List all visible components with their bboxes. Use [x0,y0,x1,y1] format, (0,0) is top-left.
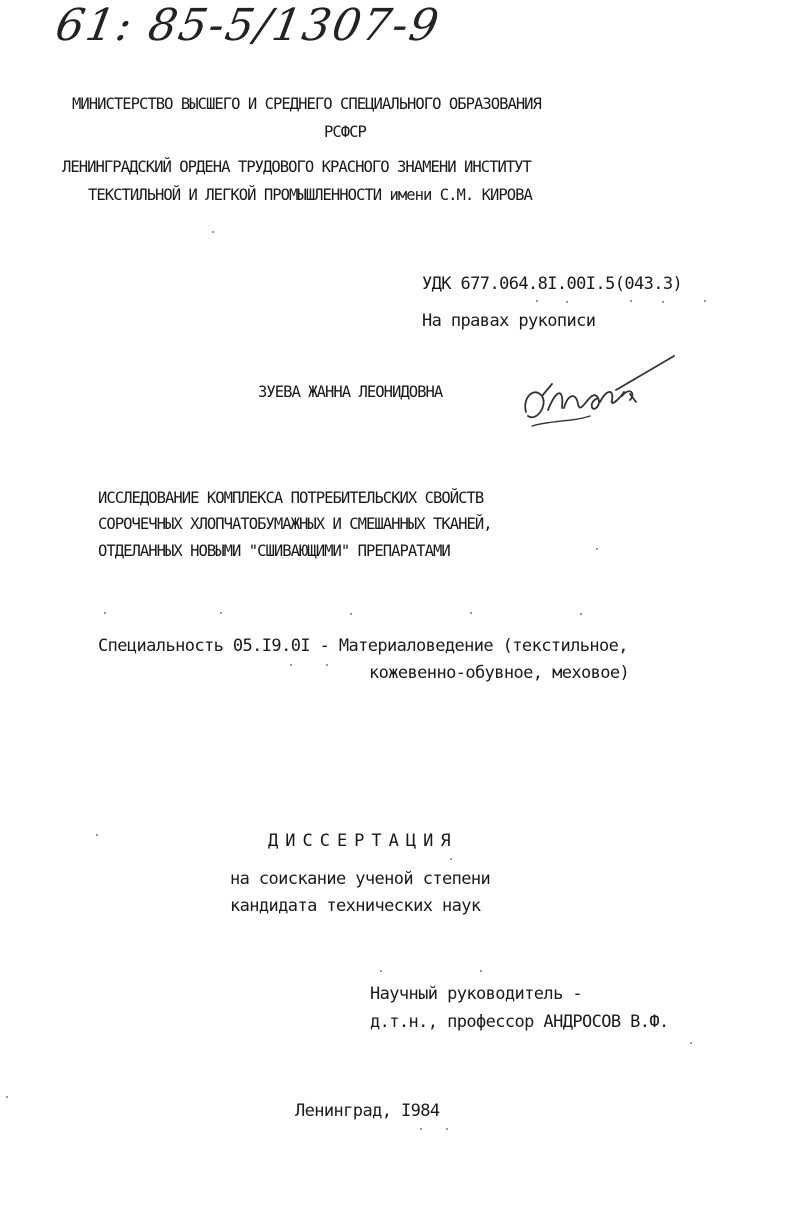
supervisor-line-1: Научный руководитель - [370,984,582,1004]
scan-speck [6,1096,8,1098]
scan-speck [470,612,472,614]
scan-speck [450,858,452,860]
scan-speck [536,300,538,302]
udc-code: УДК 677.064.8I.00I.5(043.3) [422,274,683,294]
title-line-3: ОТДЕЛАННЫХ НОВЫМИ "СШИВАЮЩИМИ" ПРЕПАРАТАМИ [98,541,450,560]
scan-speck [580,613,582,615]
scan-speck [480,970,482,972]
institute-line-1: ЛЕНИНГРАДСКИЙ ОРДЕНА ТРУДОВОГО КРАСНОГО ЗНАМЕНИ ИНСТИТУТ [62,157,531,176]
scan-speck [446,1128,448,1130]
archive-code-handwritten: 61: 85-5/1307-9 [51,0,445,51]
rights-note: На правах рукописи [422,311,596,331]
scan-speck [104,612,106,614]
specialty-line-2: кожевенно-обувное, меховое) [369,663,630,683]
scan-speck [96,834,98,836]
ministry-line-2: РСФСР [324,122,366,141]
author-signature [512,350,682,440]
dissertation-line-1: на соискание ученой степени [230,869,491,889]
scan-speck [420,1128,422,1130]
dissertation-line-2: кандидата технических наук [230,896,481,916]
dissertation-heading: ДИССЕРТАЦИЯ [268,831,458,851]
scan-speck [220,612,222,614]
institute-line-2: ТЕКСТИЛЬНОЙ И ЛЕГКОЙ ПРОМЫШЛЕННОСТИ имени С.М. КИРОВА [88,185,532,204]
specialty-line-1: Специальность 05.I9.0I - Материаловедение (текстильное, [98,636,628,656]
place-year: Ленинград, I984 [295,1101,440,1121]
scan-speck [690,1042,692,1044]
scan-speck [704,300,706,302]
scan-speck [212,231,214,233]
supervisor-line-2: д.т.н., профессор АНДРОСОВ В.Ф. [370,1012,669,1032]
scan-speck [290,664,292,666]
scan-speck [630,300,632,302]
title-line-1: ИССЛЕДОВАНИЕ КОМПЛЕКСА ПОТРЕБИТЕЛЬСКИХ СВОЙСТВ [98,488,484,507]
scan-speck [380,970,382,972]
author-name: ЗУЕВА ЖАННА ЛЕОНИДОВНА [258,382,443,401]
title-line-2: СОРОЧЕЧНЫХ ХЛОПЧАТОБУМАЖНЫХ И СМЕШАННЫХ ТКАНЕЙ, [98,514,492,533]
ministry-line-1: МИНИСТЕРСТВО ВЫСШЕГО И СРЕДНЕГО СПЕЦИАЛЬНОГО ОБРАЗОВАНИЯ [72,94,541,113]
scan-speck [596,548,598,550]
scan-speck [662,301,664,303]
scan-speck [350,613,352,615]
scan-speck [326,664,328,666]
scan-speck [566,301,568,303]
